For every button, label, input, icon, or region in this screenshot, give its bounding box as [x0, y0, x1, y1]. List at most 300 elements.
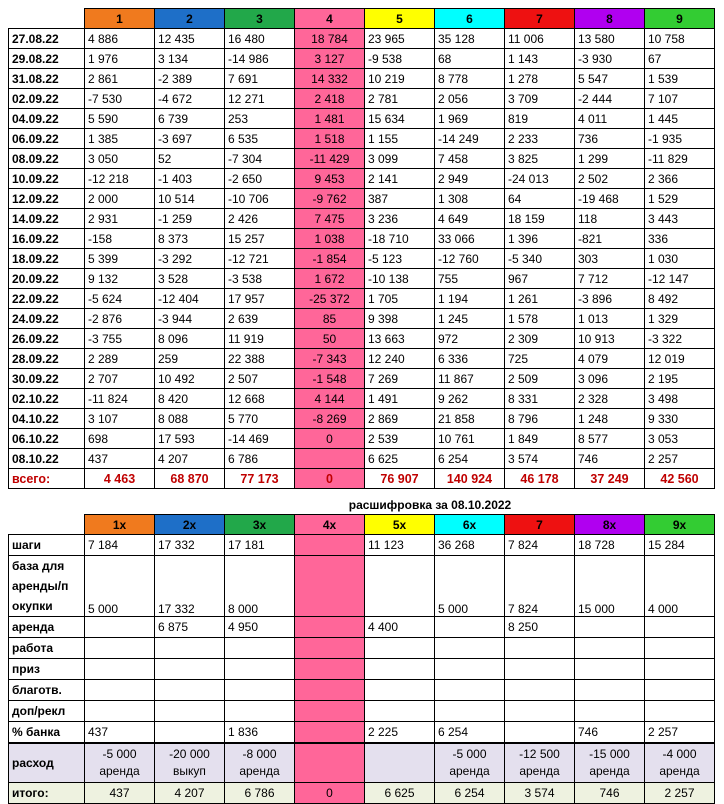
- breakdown-column-header: 6х: [435, 515, 505, 535]
- value-cell: -1 259: [155, 209, 225, 229]
- value-cell: -3 292: [155, 249, 225, 269]
- breakdown-cell: [365, 556, 435, 617]
- value-cell: -11 429: [295, 149, 365, 169]
- breakdown-column-header: 5х: [365, 515, 435, 535]
- value-cell: 1 539: [645, 69, 715, 89]
- row-label: аренда: [9, 617, 85, 638]
- value-cell: 6 535: [225, 129, 295, 149]
- value-cell: 2 309: [505, 329, 575, 349]
- value-cell: 11 919: [225, 329, 295, 349]
- total-value: 4 463: [85, 469, 155, 489]
- breakdown-cell: [155, 638, 225, 659]
- total-value: 46 178: [505, 469, 575, 489]
- breakdown-cell: [645, 680, 715, 701]
- value-cell: 1 013: [575, 309, 645, 329]
- breakdown-cell: [295, 701, 365, 722]
- row-date: 31.08.22: [9, 69, 85, 89]
- value-cell: 2 781: [365, 89, 435, 109]
- breakdown-cell: [225, 659, 295, 680]
- value-cell: -5 123: [365, 249, 435, 269]
- value-cell: 2 233: [505, 129, 575, 149]
- value-cell: 10 913: [575, 329, 645, 349]
- value-cell: 10 492: [155, 369, 225, 389]
- value-cell: 2 418: [295, 89, 365, 109]
- value-cell: 7 269: [365, 369, 435, 389]
- value-cell: 8 778: [435, 69, 505, 89]
- value-cell: 2 509: [505, 369, 575, 389]
- table-row: [9, 369, 715, 389]
- column-header-2: 2: [155, 9, 225, 29]
- breakdown-cell: [295, 722, 365, 744]
- value-cell: 85: [295, 309, 365, 329]
- breakdown-cell: 1 836: [225, 722, 295, 744]
- value-cell: 387: [365, 189, 435, 209]
- value-cell: 755: [435, 269, 505, 289]
- value-cell: 13 663: [365, 329, 435, 349]
- value-cell: 3 443: [645, 209, 715, 229]
- breakdown-cell: 6 786: [225, 783, 295, 804]
- row-label: шаги: [9, 535, 85, 556]
- value-cell: 1 491: [365, 389, 435, 409]
- value-cell: 3 574: [505, 449, 575, 469]
- breakdown-cell: [155, 680, 225, 701]
- value-cell: 1 672: [295, 269, 365, 289]
- row-date: 14.09.22: [9, 209, 85, 229]
- value-cell: 2 507: [225, 369, 295, 389]
- value-cell: 4 207: [155, 449, 225, 469]
- breakdown-cell: 4 207: [155, 783, 225, 804]
- value-cell: 8 796: [505, 409, 575, 429]
- value-cell: 5 590: [85, 109, 155, 129]
- value-cell: -2 650: [225, 169, 295, 189]
- row-date: 24.09.22: [9, 309, 85, 329]
- breakdown-cell: [505, 722, 575, 744]
- value-cell: 1 329: [645, 309, 715, 329]
- value-cell: 2 056: [435, 89, 505, 109]
- expense-note: аренда: [589, 764, 630, 778]
- value-cell: 2 707: [85, 369, 155, 389]
- corner-cell: [9, 9, 85, 29]
- table-row: [9, 169, 715, 189]
- value-cell: -2 389: [155, 69, 225, 89]
- table-row: [9, 209, 715, 229]
- breakdown-cell: 7 824: [505, 556, 575, 617]
- total-value: 0: [295, 469, 365, 489]
- breakdown-cell: 437: [85, 722, 155, 744]
- value-cell: 725: [505, 349, 575, 369]
- value-cell: 23 965: [365, 29, 435, 49]
- value-cell: 259: [155, 349, 225, 369]
- value-cell: 1 396: [505, 229, 575, 249]
- value-cell: -18 710: [365, 229, 435, 249]
- value-cell: 972: [435, 329, 505, 349]
- value-cell: 967: [505, 269, 575, 289]
- breakdown-cell: [505, 638, 575, 659]
- value-cell: -9 762: [295, 189, 365, 209]
- column-header-3: 3: [225, 9, 295, 29]
- breakdown-cell: [435, 659, 505, 680]
- breakdown-cell: [505, 680, 575, 701]
- breakdown-row-bank: [9, 722, 715, 744]
- breakdown-cell: [435, 743, 505, 783]
- breakdown-cell: [575, 701, 645, 722]
- value-cell: 64: [505, 189, 575, 209]
- value-cell: 2 195: [645, 369, 715, 389]
- value-cell: 2 639: [225, 309, 295, 329]
- value-cell: -1 854: [295, 249, 365, 269]
- column-header-5: 5: [365, 9, 435, 29]
- breakdown-column-header: 4х: [295, 515, 365, 535]
- value-cell: 13 580: [575, 29, 645, 49]
- value-cell: 3 107: [85, 409, 155, 429]
- value-cell: -7 530: [85, 89, 155, 109]
- breakdown-cell: 18 728: [575, 535, 645, 556]
- value-cell: -9 538: [365, 49, 435, 69]
- row-label: расход: [9, 743, 85, 783]
- value-cell: -3 944: [155, 309, 225, 329]
- value-cell: 1 518: [295, 129, 365, 149]
- value-cell: 4 886: [85, 29, 155, 49]
- expense-amount: -4 000: [662, 747, 697, 761]
- breakdown-cell: [435, 638, 505, 659]
- value-cell: 4 011: [575, 109, 645, 129]
- value-cell: 1 038: [295, 229, 365, 249]
- column-header-1: 1: [85, 9, 155, 29]
- breakdown-column-header: 8х: [575, 515, 645, 535]
- table-row: [9, 189, 715, 209]
- table-row: [9, 149, 715, 169]
- value-cell: 3 236: [365, 209, 435, 229]
- breakdown-cell: 746: [575, 722, 645, 744]
- breakdown-cell: 11 123: [365, 535, 435, 556]
- value-cell: 3 825: [505, 149, 575, 169]
- header-row: [9, 9, 715, 29]
- breakdown-cell: [645, 701, 715, 722]
- value-cell: 33 066: [435, 229, 505, 249]
- row-label: благотв.: [9, 680, 85, 701]
- value-cell: 2 931: [85, 209, 155, 229]
- breakdown-cell: 6 875: [155, 617, 225, 638]
- row-label: % банка: [9, 722, 85, 744]
- value-cell: -7 304: [225, 149, 295, 169]
- breakdown-cell: [575, 659, 645, 680]
- value-cell: 2 861: [85, 69, 155, 89]
- value-cell: -3 930: [575, 49, 645, 69]
- breakdown-cell: [155, 701, 225, 722]
- value-cell: 22 388: [225, 349, 295, 369]
- row-date: 22.09.22: [9, 289, 85, 309]
- breakdown-row-charity: [9, 680, 715, 701]
- table-row: [9, 229, 715, 249]
- value-cell: 9 132: [85, 269, 155, 289]
- value-cell: -5 624: [85, 289, 155, 309]
- value-cell: 8 088: [155, 409, 225, 429]
- value-cell: 2 426: [225, 209, 295, 229]
- column-header-6: 6: [435, 9, 505, 29]
- value-cell: -11 829: [645, 149, 715, 169]
- value-cell: -158: [85, 229, 155, 249]
- value-cell: 15 257: [225, 229, 295, 249]
- value-cell: -1 403: [155, 169, 225, 189]
- value-cell: -3 697: [155, 129, 225, 149]
- row-date: 30.09.22: [9, 369, 85, 389]
- expense-amount: -5 000: [452, 747, 487, 761]
- value-cell: [295, 449, 365, 469]
- value-cell: 10 761: [435, 429, 505, 449]
- value-cell: 52: [155, 149, 225, 169]
- breakdown-cell: 7 184: [85, 535, 155, 556]
- breakdown-cell: 15 000: [575, 556, 645, 617]
- breakdown-column-header: 3х: [225, 515, 295, 535]
- breakdown-cell: 15 284: [645, 535, 715, 556]
- total-value: 77 173: [225, 469, 295, 489]
- value-cell: 18 159: [505, 209, 575, 229]
- breakdown-row-work: [9, 638, 715, 659]
- total-value: 42 560: [645, 469, 715, 489]
- column-header-7: 7: [505, 9, 575, 29]
- expense-amount: -8 000: [242, 747, 277, 761]
- value-cell: 5 547: [575, 69, 645, 89]
- column-header-8: 8: [575, 9, 645, 29]
- value-cell: 12 271: [225, 89, 295, 109]
- value-cell: -2 876: [85, 309, 155, 329]
- value-cell: 4 144: [295, 389, 365, 409]
- value-cell: 12 435: [155, 29, 225, 49]
- breakdown-cell: [645, 617, 715, 638]
- value-cell: 12 019: [645, 349, 715, 369]
- value-cell: 1 481: [295, 109, 365, 129]
- value-cell: -3 322: [645, 329, 715, 349]
- row-date: 18.09.22: [9, 249, 85, 269]
- row-date: 04.10.22: [9, 409, 85, 429]
- value-cell: 5 770: [225, 409, 295, 429]
- row-date: 29.08.22: [9, 49, 85, 69]
- breakdown-cell: [365, 701, 435, 722]
- expense-note: аренда: [99, 764, 140, 778]
- value-cell: 1 578: [505, 309, 575, 329]
- value-cell: 68: [435, 49, 505, 69]
- row-date: 20.09.22: [9, 269, 85, 289]
- expense-amount: -15 000: [589, 747, 630, 761]
- value-cell: 1 030: [645, 249, 715, 269]
- row-label: приз: [9, 659, 85, 680]
- value-cell: 3 053: [645, 429, 715, 449]
- total-label: всего:: [9, 469, 85, 489]
- value-cell: -3 538: [225, 269, 295, 289]
- value-cell: 1 529: [645, 189, 715, 209]
- value-cell: 2 257: [645, 449, 715, 469]
- breakdown-cell: [575, 638, 645, 659]
- value-cell: 2 328: [575, 389, 645, 409]
- table-row: [9, 129, 715, 149]
- table-row: [9, 349, 715, 369]
- value-cell: 3 096: [575, 369, 645, 389]
- breakdown-cell: [155, 722, 225, 744]
- breakdown-cell: 5 000: [85, 556, 155, 617]
- value-cell: 17 593: [155, 429, 225, 449]
- value-cell: 5 399: [85, 249, 155, 269]
- value-cell: 698: [85, 429, 155, 449]
- value-cell: 7 691: [225, 69, 295, 89]
- breakdown-cell: [435, 701, 505, 722]
- value-cell: 3 099: [365, 149, 435, 169]
- breakdown-cell: [85, 617, 155, 638]
- value-cell: 9 398: [365, 309, 435, 329]
- breakdown-cell: [365, 638, 435, 659]
- breakdown-cell: 2 257: [645, 722, 715, 744]
- value-cell: 1 278: [505, 69, 575, 89]
- value-cell: 15 634: [365, 109, 435, 129]
- row-date: 08.09.22: [9, 149, 85, 169]
- value-cell: 2 949: [435, 169, 505, 189]
- breakdown-cell: [365, 743, 435, 783]
- value-cell: 2 869: [365, 409, 435, 429]
- value-cell: 1 248: [575, 409, 645, 429]
- breakdown-cell: [435, 617, 505, 638]
- value-cell: -11 824: [85, 389, 155, 409]
- total-value: 140 924: [435, 469, 505, 489]
- value-cell: 6 625: [365, 449, 435, 469]
- value-cell: 253: [225, 109, 295, 129]
- row-label: доп/рекл: [9, 701, 85, 722]
- breakdown-cell: 4 950: [225, 617, 295, 638]
- breakdown-cell: 8 000: [225, 556, 295, 617]
- value-cell: 8 373: [155, 229, 225, 249]
- value-cell: -12 721: [225, 249, 295, 269]
- value-cell: -14 986: [225, 49, 295, 69]
- expense-note: аренда: [239, 764, 280, 778]
- breakdown-cell: 36 268: [435, 535, 505, 556]
- expense-note: аренда: [449, 764, 490, 778]
- breakdown-cell: [85, 701, 155, 722]
- value-cell: 3 528: [155, 269, 225, 289]
- breakdown-column-header: 1х: [85, 515, 155, 535]
- total-value: 76 907: [365, 469, 435, 489]
- table-row: [9, 309, 715, 329]
- breakdown-cell: [225, 701, 295, 722]
- value-cell: 2 366: [645, 169, 715, 189]
- value-cell: 8 577: [575, 429, 645, 449]
- value-cell: 21 858: [435, 409, 505, 429]
- breakdown-cell: 7 824: [505, 535, 575, 556]
- breakdown-cell: [295, 659, 365, 680]
- value-cell: 14 332: [295, 69, 365, 89]
- table-row: [9, 89, 715, 109]
- value-cell: -821: [575, 229, 645, 249]
- value-cell: 437: [85, 449, 155, 469]
- value-cell: 2 141: [365, 169, 435, 189]
- value-cell: 12 240: [365, 349, 435, 369]
- breakdown-cell: [365, 680, 435, 701]
- value-cell: 819: [505, 109, 575, 129]
- value-cell: 6 254: [435, 449, 505, 469]
- value-cell: 2 000: [85, 189, 155, 209]
- table-row: [9, 329, 715, 349]
- value-cell: 6 786: [225, 449, 295, 469]
- value-cell: 35 128: [435, 29, 505, 49]
- row-label: база для аренды/п окупки: [9, 556, 85, 617]
- value-cell: 1 385: [85, 129, 155, 149]
- breakdown-column-header: 7: [505, 515, 575, 535]
- value-cell: 7 458: [435, 149, 505, 169]
- breakdown-cell: [295, 680, 365, 701]
- breakdown-cell: [85, 638, 155, 659]
- value-cell: 1 261: [505, 289, 575, 309]
- breakdown-cell: 6 254: [435, 783, 505, 804]
- value-cell: -1 935: [645, 129, 715, 149]
- breakdown-cell: 17 332: [155, 535, 225, 556]
- breakdown-cell: [225, 680, 295, 701]
- breakdown-header-row: [9, 515, 715, 535]
- value-cell: -12 760: [435, 249, 505, 269]
- value-cell: 9 453: [295, 169, 365, 189]
- breakdown-cell: [295, 638, 365, 659]
- value-cell: 336: [645, 229, 715, 249]
- breakdown-cell: [295, 535, 365, 556]
- breakdown-row-steps: [9, 535, 715, 556]
- value-cell: 7 107: [645, 89, 715, 109]
- value-cell: 1 245: [435, 309, 505, 329]
- table-row: [9, 449, 715, 469]
- expense-note: выкуп: [173, 764, 206, 778]
- table-row: [9, 69, 715, 89]
- value-cell: 50: [295, 329, 365, 349]
- value-cell: -5 340: [505, 249, 575, 269]
- breakdown-column-header: 9х: [645, 515, 715, 535]
- row-date: 26.09.22: [9, 329, 85, 349]
- total-value: 68 870: [155, 469, 225, 489]
- value-cell: 1 849: [505, 429, 575, 449]
- value-cell: 303: [575, 249, 645, 269]
- value-cell: 8 331: [505, 389, 575, 409]
- breakdown-row-expense: [9, 743, 715, 783]
- value-cell: 746: [575, 449, 645, 469]
- column-header-9: 9: [645, 9, 715, 29]
- value-cell: 18 784: [295, 29, 365, 49]
- value-cell: -12 404: [155, 289, 225, 309]
- table-row: [9, 49, 715, 69]
- breakdown-row-prize: [9, 659, 715, 680]
- value-cell: 7 712: [575, 269, 645, 289]
- value-cell: -14 249: [435, 129, 505, 149]
- value-cell: 17 957: [225, 289, 295, 309]
- value-cell: 67: [645, 49, 715, 69]
- value-cell: 1 308: [435, 189, 505, 209]
- breakdown-cell: 746: [575, 783, 645, 804]
- breakdown-cell: 17 181: [225, 535, 295, 556]
- breakdown-cell: [575, 680, 645, 701]
- value-cell: -1 548: [295, 369, 365, 389]
- value-cell: -14 469: [225, 429, 295, 449]
- value-cell: -10 138: [365, 269, 435, 289]
- breakdown-cell: [575, 617, 645, 638]
- value-cell: 1 705: [365, 289, 435, 309]
- breakdown-cell: [225, 638, 295, 659]
- breakdown-cell: [295, 743, 365, 783]
- table-row: [9, 29, 715, 49]
- breakdown-cell: 0: [295, 783, 365, 804]
- expense-note: аренда: [519, 764, 560, 778]
- value-cell: 2 502: [575, 169, 645, 189]
- value-cell: 1 976: [85, 49, 155, 69]
- row-date: 06.10.22: [9, 429, 85, 449]
- breakdown-cell: 2 257: [645, 783, 715, 804]
- breakdown-cell: 6 254: [435, 722, 505, 744]
- breakdown-row-rent: [9, 617, 715, 638]
- total-value: 37 249: [575, 469, 645, 489]
- breakdown-cell: [505, 701, 575, 722]
- table-row: [9, 249, 715, 269]
